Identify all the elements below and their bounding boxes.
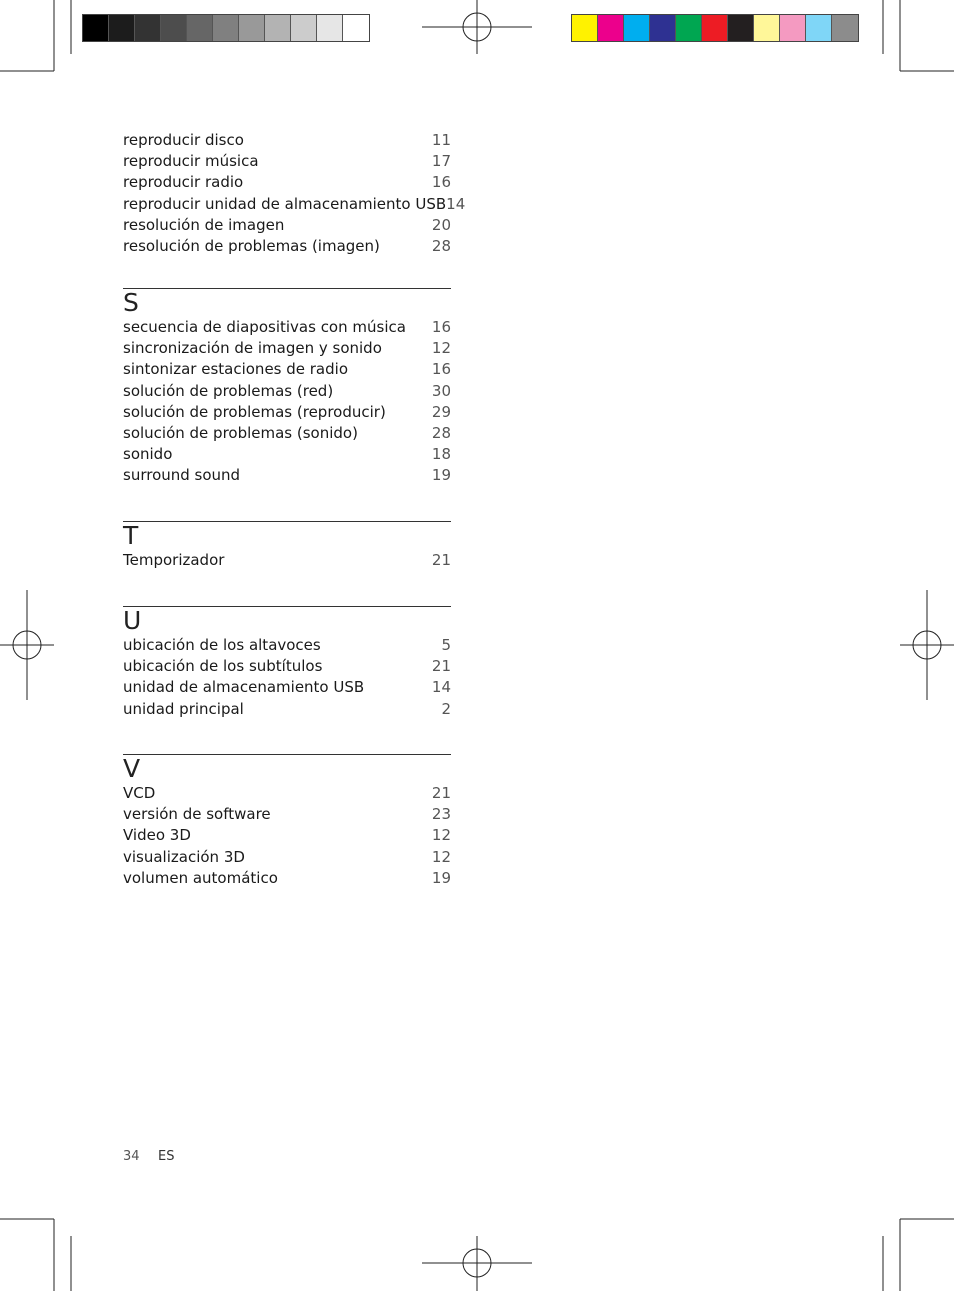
entry-page: 12 [431,826,451,845]
index-entry [123,194,466,215]
calibration-swatch [239,15,265,41]
color-calibration-strip [571,14,859,42]
index-entry [123,656,451,677]
section-letter: S [123,288,139,317]
calibration-swatch [109,15,135,41]
calibration-swatch [135,15,161,41]
calibration-swatch [832,15,858,41]
entry-page: 28 [431,236,451,255]
entry-term: volumen automático [123,868,278,887]
calibration-swatch [161,15,187,41]
index-entry [123,699,451,720]
entry-page: 17 [431,152,451,171]
entry-term: unidad principal [123,699,244,718]
index-entry [123,677,451,698]
index-entry [123,465,451,486]
entry-page: 19 [431,868,451,887]
entry-term: solución de problemas (reproducir) [123,402,386,421]
calibration-swatch [676,15,702,41]
entry-term: reproducir disco [123,131,244,149]
entry-page: 21 [431,784,451,802]
entry-term: Video 3D [123,826,191,845]
entry-term: reproducir radio [123,173,244,192]
entry-page: 12 [431,339,451,358]
entry-page: 18 [431,445,451,464]
index-section-t [123,521,451,571]
calibration-swatch [343,15,369,41]
index-entry [123,151,451,172]
calibration-swatch [624,15,650,41]
entry-page: 28 [431,423,451,442]
calibration-swatch [780,15,806,41]
entry-term: sintonizar estaciones de radio [123,360,348,379]
index-entry [123,236,451,257]
entry-term: reproducir música [123,152,259,171]
entry-term: solución de problemas (red) [123,381,334,400]
index-entry [123,338,451,359]
calibration-swatch [291,15,317,41]
entry-term: versión de software [123,805,271,824]
index-section-v [123,754,451,889]
entry-term: unidad de almacenamiento USB [123,678,365,697]
entry-page: 16 [431,318,451,336]
entry-page: 29 [431,402,451,421]
calibration-swatch [317,15,343,41]
language-code: ES [158,1149,175,1164]
index-entry [123,381,451,402]
page-footer [123,1149,174,1164]
calibration-swatch [702,15,728,41]
calibration-swatch [598,15,624,41]
entry-term: solución de problemas (sonido) [123,423,358,442]
index-entry [123,359,451,380]
calibration-swatch [213,15,239,41]
entry-page: 12 [431,847,451,866]
entry-page: 19 [431,466,451,485]
entry-term: resolución de imagen [123,215,285,234]
calibration-swatch [187,15,213,41]
entry-term: ubicación de los subtítulos [123,657,323,676]
index-entry [123,825,451,846]
entry-page: 21 [431,657,451,676]
index-entry [123,868,451,889]
calibration-swatch [650,15,676,41]
calibration-swatch [806,15,832,41]
entry-term: VCD [123,784,156,802]
entry-page: 30 [431,381,451,400]
entry-term: sonido [123,445,173,464]
entry-term: visualización 3D [123,847,245,866]
entry-page: 2 [441,699,451,718]
section-letter: U [123,606,142,635]
calibration-swatch [572,15,598,41]
entry-term: reproducir unidad de almacenamiento USB [123,194,447,213]
index-entry [123,804,451,825]
calibration-swatch [754,15,780,41]
index-entry [123,317,451,338]
index-entry [123,172,451,193]
calibration-swatch [728,15,754,41]
index-entry [123,550,451,571]
entry-page: 11 [431,131,451,149]
page-number: 34 [123,1149,140,1164]
index-entry [123,215,451,236]
index-section-u [123,606,451,720]
index-entry [123,423,451,444]
index-entry [123,130,451,151]
entry-term: ubicación de los altavoces [123,636,321,654]
section-letter: T [123,521,139,550]
entry-term: sincronización de imagen y sonido [123,339,382,358]
entry-page: 14 [446,194,466,213]
entry-page: 5 [441,636,451,654]
entry-term: secuencia de diapositivas con música [123,318,406,336]
entry-page: 20 [431,215,451,234]
entry-term: surround sound [123,466,241,485]
index-top-entries [123,130,466,257]
section-letter: V [123,754,141,783]
index-section-s [123,288,451,487]
index-entry [123,783,451,804]
entry-term: resolución de problemas (imagen) [123,236,380,255]
calibration-swatch [83,15,109,41]
grayscale-calibration-strip [82,14,370,42]
entry-page: 21 [431,551,451,569]
entry-page: 23 [431,805,451,824]
entry-page: 16 [431,360,451,379]
index-entry [123,635,451,656]
entry-page: 16 [431,173,451,192]
entry-page: 14 [431,678,451,697]
calibration-swatch [265,15,291,41]
index-entry [123,847,451,868]
entry-term: Temporizador [123,551,225,569]
index-entry [123,402,451,423]
index-entry [123,444,451,465]
